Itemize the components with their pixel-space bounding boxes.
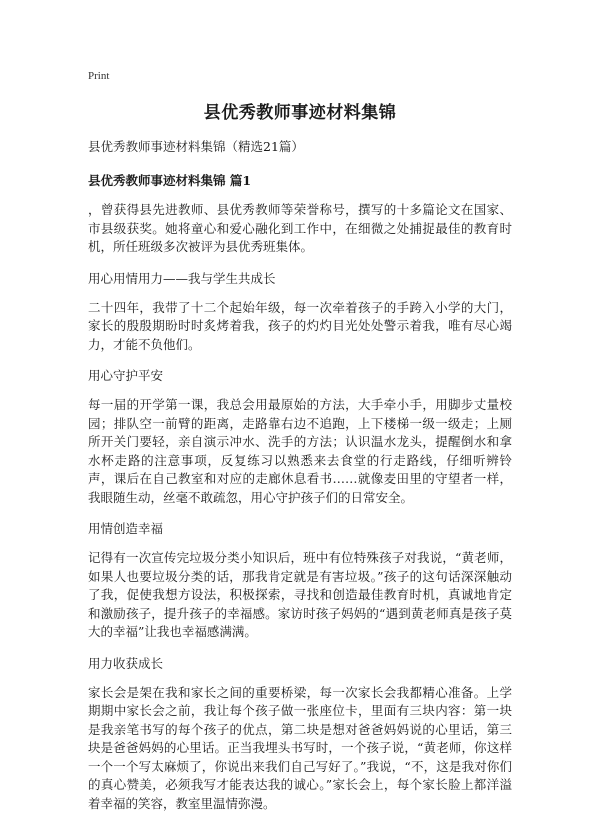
paragraph-happiness: 记得有一次宣传完垃圾分类小知识后，班中有位特殊孩子对我说，“黄老师，如果人也要垃圾分类的话，那我肯定就是有害垃圾。”孩子的这句话深深触动了我，促使我想方设法，积极探索，寻找和创造最佳教育时机，真诚地肯定和激励孩子，提升孩子的幸福感。家访时孩子妈妈的“遇到黄老师真是孩子莫大的幸福”让我也幸福感满满。 [88,549,512,642]
document-subtitle: 县优秀教师事迹材料集锦（精选21篇） [88,137,512,155]
subheading-harvest: 用力收获成长 [88,654,512,672]
print-label[interactable]: Print [88,70,512,82]
intro-paragraph: ，曾获得县先进教师、县优秀教师等荣誉称号，撰写的十多篇论文在国家、市县级获奖。她将童心和爱心融化到工作中，在细微之处捕捉最佳的教育时机，所任班级多次被评为县优秀班集体。 [88,201,512,257]
paragraph-parent-meeting: 家长会是架在我和家长之间的重要桥梁，每一次家长会我都精心准备。上学期期中家长会之前，我让每个孩子做一张座位卡，里面有三块内容：第一块是我亲笔书写的每个孩子的优点，第二块是想对爸爸妈妈说的心里话，第三块是爸爸妈妈的心里话。正当我埋头书写时，一个孩子说，“黄老师，你这样一个一个写太麻烦了，你说出来我们自己写好了。”我说，“不，这是我对你们的真心赞美，必须我写才能表达我的诚心。”家长会上，每个家长脸上都洋溢着幸福的笑容，教室里温情弥漫。 [88,684,512,813]
section-heading: 县优秀教师事迹材料集锦 篇1 [88,171,512,189]
paragraph-twenty-four-years: 二十四年，我带了十二个起始年级，每一次牵着孩子的手跨入小学的大门，家长的殷殷期盼时时炙烤着我，孩子的灼灼目光处处警示着我，唯有尽心竭力，才能不负他们。 [88,299,512,355]
page-title: 县优秀教师事迹材料集锦 [88,98,512,123]
subheading-growth: 用心用情用力——我与学生共成长 [88,269,512,287]
subheading-happiness: 用情创造幸福 [88,519,512,537]
paragraph-safety: 每一届的开学第一课，我总会用最原始的方法，大手牵小手，用脚步丈量校园；排队空一前臂的距离，走路靠右边不追跑，上下楼梯一级一级走；上厕所开关门要轻，亲自演示冲水、洗手的方法；认识温水龙头，提醒倒水和拿水杯走路的注意事项，反复练习以熟悉来去食堂的行走路线，仔细听辨铃声，课后在自己教室和对应的走廊休息看书……就像麦田里的守望者一样，我眼随生动，丝毫不敢疏忽，用心守护孩子们的日常安全。 [88,396,512,507]
subheading-safety: 用心守护平安 [88,366,512,384]
